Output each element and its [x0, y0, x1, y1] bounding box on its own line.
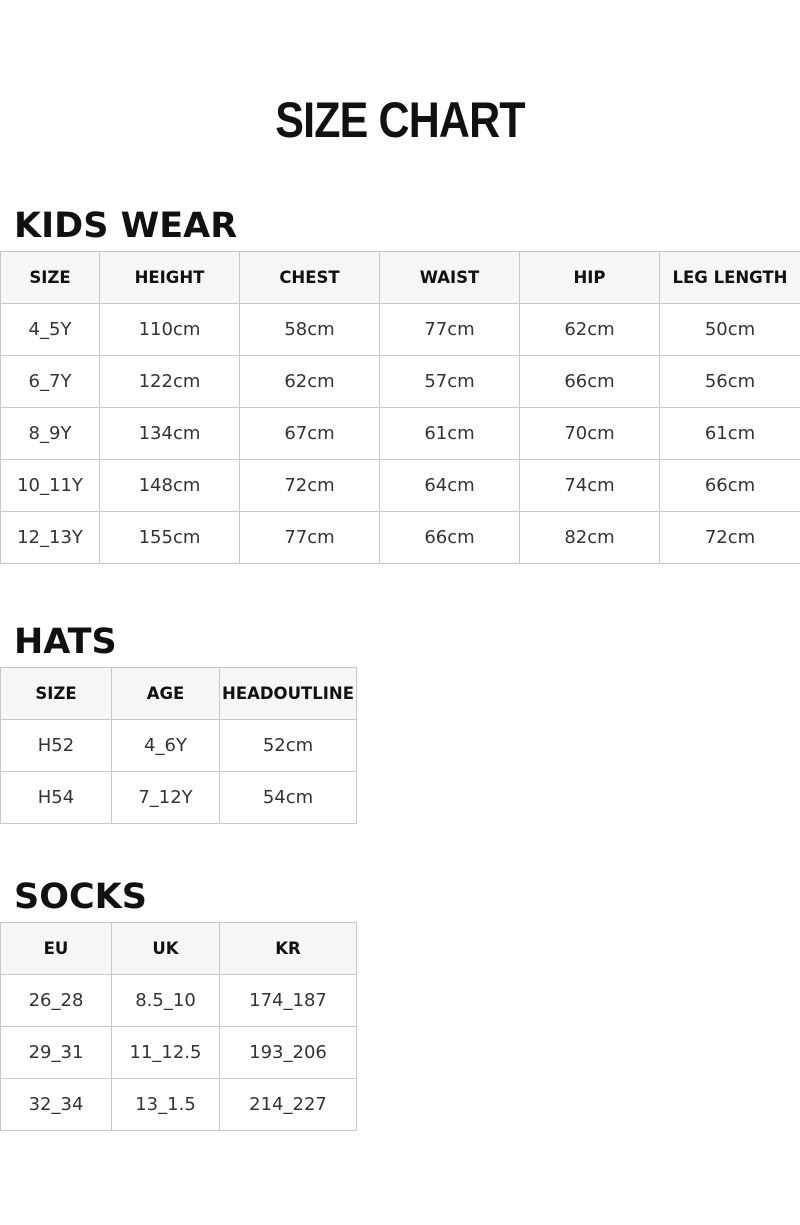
table-cell: 72cm	[660, 512, 800, 564]
table-cell: 174_187	[220, 975, 357, 1027]
table-cell: 58cm	[240, 304, 380, 356]
table-cell: 8.5_10	[112, 975, 220, 1027]
column-header: WAIST	[380, 252, 520, 304]
table-cell: 52cm	[220, 720, 357, 772]
table-cell: 72cm	[240, 460, 380, 512]
table-cell: 148cm	[100, 460, 240, 512]
table-cell: 70cm	[520, 408, 660, 460]
table-cell: 57cm	[380, 356, 520, 408]
table-cell: 32_34	[1, 1079, 112, 1131]
table-cell: 13_1.5	[112, 1079, 220, 1131]
table-cell: 54cm	[220, 772, 357, 824]
table-cell: 8_9Y	[1, 408, 100, 460]
table-row	[1, 304, 800, 356]
column-header: AGE	[112, 668, 220, 720]
column-header: HEIGHT	[100, 252, 240, 304]
column-header: CHEST	[240, 252, 380, 304]
table-cell: 50cm	[660, 304, 800, 356]
table-cell: H54	[1, 772, 112, 824]
table-cell: 4_6Y	[112, 720, 220, 772]
table-header-row	[1, 252, 800, 304]
table-cell: 66cm	[380, 512, 520, 564]
table-cell: H52	[1, 720, 112, 772]
page-title: SIZE CHART	[275, 92, 525, 148]
column-header: SIZE	[1, 668, 112, 720]
table-cell: 193_206	[220, 1027, 357, 1079]
table-cell: 7_12Y	[112, 772, 220, 824]
kids-wear-table	[0, 251, 800, 564]
table-row	[1, 772, 357, 824]
table-cell: 74cm	[520, 460, 660, 512]
table-row	[1, 720, 357, 772]
column-header: KR	[220, 923, 357, 975]
column-header: HIP	[520, 252, 660, 304]
table-row	[1, 460, 800, 512]
table-cell: 6_7Y	[1, 356, 100, 408]
table-cell: 62cm	[240, 356, 380, 408]
column-header: LEG LENGTH	[660, 252, 800, 304]
table-cell: 61cm	[380, 408, 520, 460]
column-header: EU	[1, 923, 112, 975]
table-cell: 77cm	[240, 512, 380, 564]
table-cell: 66cm	[520, 356, 660, 408]
table-cell: 62cm	[520, 304, 660, 356]
table-cell: 214_227	[220, 1079, 357, 1131]
hats-table	[0, 667, 357, 824]
table-cell: 29_31	[1, 1027, 112, 1079]
hats-title: HATS	[14, 622, 117, 662]
table-cell: 10_11Y	[1, 460, 100, 512]
table-cell: 122cm	[100, 356, 240, 408]
table-cell: 26_28	[1, 975, 112, 1027]
table-cell: 11_12.5	[112, 1027, 220, 1079]
table-cell: 67cm	[240, 408, 380, 460]
table-cell: 77cm	[380, 304, 520, 356]
table-row	[1, 512, 800, 564]
table-cell: 110cm	[100, 304, 240, 356]
table-cell: 66cm	[660, 460, 800, 512]
table-cell: 61cm	[660, 408, 800, 460]
column-header: UK	[112, 923, 220, 975]
socks-title: SOCKS	[14, 877, 147, 917]
table-row	[1, 408, 800, 460]
table-row	[1, 1079, 357, 1131]
table-cell: 64cm	[380, 460, 520, 512]
column-header: HEADOUTLINE	[220, 668, 357, 720]
table-cell: 155cm	[100, 512, 240, 564]
table-row	[1, 356, 800, 408]
table-cell: 56cm	[660, 356, 800, 408]
kids-wear-title: KIDS WEAR	[14, 206, 238, 246]
table-row	[1, 975, 357, 1027]
table-header-row	[1, 923, 357, 975]
column-header: SIZE	[1, 252, 100, 304]
table-row	[1, 1027, 357, 1079]
table-cell: 134cm	[100, 408, 240, 460]
table-cell: 4_5Y	[1, 304, 100, 356]
table-header-row	[1, 668, 357, 720]
table-cell: 12_13Y	[1, 512, 100, 564]
socks-table	[0, 922, 357, 1131]
table-cell: 82cm	[520, 512, 660, 564]
